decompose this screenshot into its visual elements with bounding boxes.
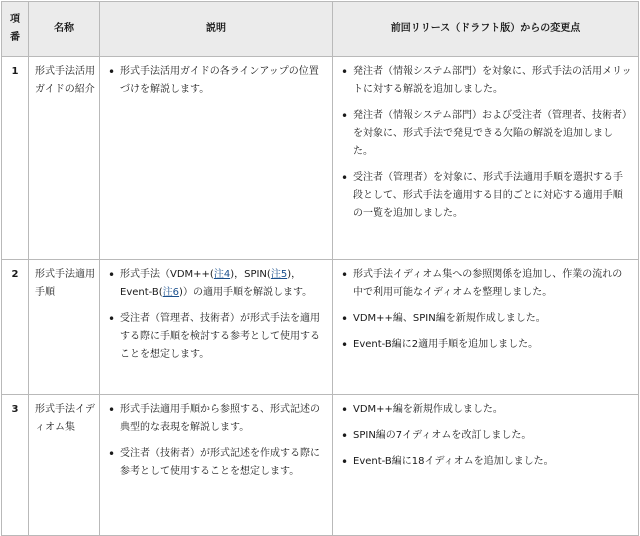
change-item: • VDM++編を新規作成しました。 (339, 401, 632, 419)
row-description (100, 395, 333, 536)
table-row (2, 395, 639, 536)
description-text: )，Event-B( (120, 269, 302, 298)
row-name: 形式手法活用ガイドの紹介 (29, 57, 100, 260)
footnote-link-5[interactable]: 注5 (270, 269, 288, 280)
change-item: • SPIN編の7イディオムを改訂しました。 (339, 427, 632, 445)
row-changes (333, 260, 639, 395)
row-number: 3 (2, 395, 29, 536)
description-text: 形式手法（VDM++( (120, 269, 214, 280)
header-changes: 前回リリース（ドラフト版）からの変更点 (333, 2, 639, 57)
header-no: 項番 (2, 2, 29, 57)
description-item: • 受注者（管理者、技術者）が形式手法を適用する際に手順を検討する参考として使用することを想定します。 (106, 310, 326, 364)
change-item: • VDM++編、SPIN編を新規作成しました。 (339, 310, 632, 328)
row-number: 2 (2, 260, 29, 395)
row-changes (333, 395, 639, 536)
change-item: • 形式手法イディオム集への参照関係を追加し、作業の流れの中で利用可能なイディオムを整理しました。 (339, 266, 632, 302)
footnote-link-6[interactable]: 注6 (162, 287, 180, 298)
footnote-link-4[interactable]: 注4 (213, 269, 231, 280)
description-item: • 形式手法適用手順から参照する、形式記述の典型的な表現を解説します。 (106, 401, 326, 437)
release-changes-table (1, 1, 639, 536)
header-row (2, 2, 639, 57)
row-description (100, 57, 333, 260)
change-item: • Event-B編に2適用手順を追加しました。 (339, 336, 632, 354)
description-item: • 受注者（技術者）が形式記述を作成する際に参考として使用することを想定します。 (106, 445, 326, 481)
header-name: 名称 (29, 2, 100, 57)
description-text: )，SPIN( (230, 269, 271, 280)
description-item: • 形式手法活用ガイドの各ラインアップの位置づけを解説します。 (106, 63, 326, 99)
table-row (2, 260, 639, 395)
row-number: 1 (2, 57, 29, 260)
change-item: • 受注者（管理者）を対象に、形式手法適用手順を選択する手段として、形式手法を適用する目的ごとに対応する適用手順の一覧を追加しました。 (339, 169, 632, 223)
description-text: )）の適用手順を解説します。 (179, 287, 313, 298)
change-item: • 発注者（情報システム部門）を対象に、形式手法の活用メリットに対する解説を追加しました。 (339, 63, 632, 99)
description-item (106, 266, 326, 302)
row-name: 形式手法適用手順 (29, 260, 100, 395)
row-changes (333, 57, 639, 260)
table-row (2, 57, 639, 260)
row-name: 形式手法イディオム集 (29, 395, 100, 536)
change-item: • 発注者（情報システム部門）および受注者（管理者、技術者）を対象に、形式手法で発見できる欠陥の解説を追加しました。 (339, 107, 632, 161)
row-description (100, 260, 333, 395)
header-description: 説明 (100, 2, 333, 57)
change-item: • Event-B編に18イディオムを追加しました。 (339, 453, 632, 471)
